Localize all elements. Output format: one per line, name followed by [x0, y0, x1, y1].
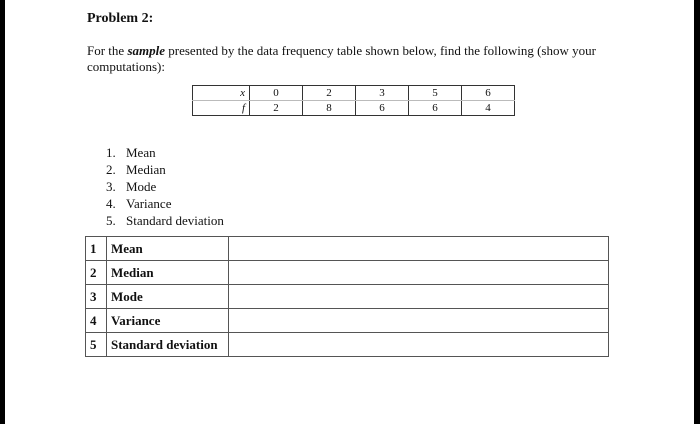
task-label: Mean [126, 145, 156, 160]
f-label: f [193, 101, 250, 116]
task-label: Median [126, 162, 166, 177]
answer-row-label: Mode [107, 285, 229, 309]
answer-row-label: Mean [107, 237, 229, 261]
table-row [86, 309, 609, 333]
list-item [106, 195, 224, 212]
answer-row-number: 3 [86, 285, 107, 309]
task-label: Mode [126, 179, 157, 194]
task-number: 5. [106, 213, 116, 228]
task-number: 3. [106, 179, 116, 194]
intro-text-end: presented by the data frequency table shown below, find the following (show your computations): [87, 43, 596, 74]
intro-emphasis: sample [127, 43, 166, 58]
answer-row-label: Standard deviation [107, 333, 229, 357]
answer-cell-median[interactable] [229, 261, 609, 285]
left-edge-bar [0, 0, 5, 424]
list-item [106, 144, 224, 161]
frequency-f-row [193, 101, 515, 116]
task-number: 4. [106, 196, 116, 211]
answer-row-label: Variance [107, 309, 229, 333]
task-number: 2. [106, 162, 116, 177]
problem-intro [87, 43, 607, 75]
f-value: 6 [356, 101, 409, 116]
f-value: 6 [409, 101, 462, 116]
answer-cell-standard-deviation[interactable] [229, 333, 609, 357]
x-value: 0 [250, 86, 303, 101]
answer-cell-mean[interactable] [229, 237, 609, 261]
list-item [106, 178, 224, 195]
x-value: 5 [409, 86, 462, 101]
answer-cell-mode[interactable] [229, 285, 609, 309]
frequency-table [192, 85, 515, 116]
answer-row-number: 1 [86, 237, 107, 261]
answer-row-number: 2 [86, 261, 107, 285]
answer-row-number: 5 [86, 333, 107, 357]
table-row [86, 237, 609, 261]
frequency-x-row [193, 86, 515, 101]
task-label: Standard deviation [126, 213, 224, 228]
list-item [106, 161, 224, 178]
answer-row-label: Median [107, 261, 229, 285]
problem-title: Problem 2: [87, 11, 154, 26]
list-item [106, 212, 224, 229]
right-edge-bar [694, 0, 700, 424]
answer-table [85, 236, 609, 357]
f-value: 8 [303, 101, 356, 116]
table-row [86, 333, 609, 357]
f-value: 2 [250, 101, 303, 116]
answer-row-number: 4 [86, 309, 107, 333]
x-value: 3 [356, 86, 409, 101]
table-row [86, 285, 609, 309]
answer-cell-variance[interactable] [229, 309, 609, 333]
intro-text-start: For the [87, 43, 128, 58]
x-value: 2 [303, 86, 356, 101]
f-value: 4 [462, 101, 515, 116]
x-value: 6 [462, 86, 515, 101]
table-row [86, 261, 609, 285]
x-label: x [193, 86, 250, 101]
task-number: 1. [106, 145, 116, 160]
task-list [106, 144, 224, 229]
task-label: Variance [126, 196, 172, 211]
